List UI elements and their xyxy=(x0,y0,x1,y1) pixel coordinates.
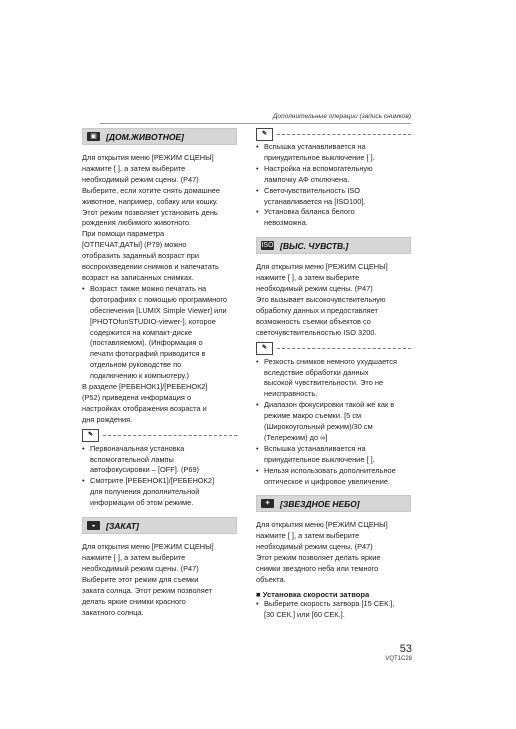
highsens-note-3: • Вспышка устанавливается на принудительное выключение [ ]. xyxy=(256,444,411,466)
note-header xyxy=(256,128,411,140)
header-rule xyxy=(100,123,411,124)
section-title-sunset: [ЗАКАТ] xyxy=(106,520,139,531)
high-sensitivity-scene-icon: ISO xyxy=(261,242,274,250)
section-header-sunset xyxy=(82,517,237,534)
pet-bullet: • Возраст также можно печатать на фотографиях с помощью программного обеспечения [LUMIX Simple Viewer] или [PHOTOfunSTUDIO-viewer-], которое содержится на компакт-диске (поставляемом). (Информация о печати фотографий приводится в отдельном руководстве по подключению к компьютеру.) xyxy=(82,284,237,382)
page-number: 53 xyxy=(399,643,412,655)
sunset-paragraph: Для открытия меню [РЕЖИМ СЦЕНЫ] нажмите [ ], а затем выберите необходимый режим сцены. (P47) Выберите этот режим для съемки заката солнца. Этот режим позволяет делать яркие снимки красного закатного солнца. xyxy=(82,542,214,617)
running-head: Дополнительные операции (запись снимков) xyxy=(272,113,411,120)
note-icon: ✎ xyxy=(256,128,273,141)
pet-paragraph: Для открытия меню [РЕЖИМ СЦЕНЫ] нажмите [ ], а затем выберите необходимый режим сцены. (P47) Выберите, если хотите снять домашнее животное, например, собаку или кошку. Этот режим позволяет установить день рождения любимого животного. При помощи параметра [ОТПЕЧАТ.ДАТЫ] (P79) можно отобразить заданный возраст при воспроизведении снимков и напечатать возраст на записанных снимках. xyxy=(82,153,221,282)
right-column xyxy=(256,128,411,621)
note-icon: ✎ xyxy=(82,429,99,442)
note-icon: ✎ xyxy=(256,342,273,355)
section-header-highsens xyxy=(256,237,411,254)
left-column xyxy=(82,128,237,618)
sunset-scene-icon: ◒ xyxy=(87,521,100,530)
highsens-note-4: • Нельзя использовать дополнительное оптическое и цифровое увеличение. xyxy=(256,466,411,488)
top-note-3: • Светочувствительность ISO устанавливается на [ISO100]. xyxy=(256,186,411,208)
highsens-note-1: • Резкость снимков немного ухудшается вследствие обработки данных высокой чувствительности. Это не неисправность. xyxy=(256,357,411,401)
top-note-2: • Настройка на вспомогательную лампочку АФ отключена. xyxy=(256,164,411,186)
note-divider xyxy=(103,435,237,436)
starry-paragraph: Для открытия меню [РЕЖИМ СЦЕНЫ] нажмите [ ], а затем выберите необходимый режим сцены. (P47) Этот режим позволяет делать яркие снимки звездного неба или темного объекта. xyxy=(256,520,388,584)
section-header-starry xyxy=(256,495,411,512)
pet-tail-paragraph: В разделе [РЕБЕНОК1]/[РЕБЕНОК2] (P52) приведена информация о настройках отображения возраста и дня рождения. xyxy=(82,382,208,424)
note-divider xyxy=(277,134,411,135)
highsens-paragraph: Для открытия меню [РЕЖИМ СЦЕНЫ] нажмите [ ], а затем выберите необходимый режим сцены. (P47) Это вызывает высокочувствительную обработку данных и предоставляет возможность съемки объектов со светочувствительностью ISO 3200. xyxy=(256,262,388,337)
section-title-starry: [ЗВЕЗДНОЕ НЕБО] xyxy=(280,498,360,509)
highsens-note-2: • Диапазон фокусировки такой же как в режиме макро съемки. [5 см (Широкоугольный режим)/30 см (Телережим) до ∞] xyxy=(256,400,411,444)
shutter-speed-heading: ■ Установка скорости затвора xyxy=(256,589,370,599)
top-note-4: • Установка баланса белого невозможна. xyxy=(256,207,411,229)
starry-sky-scene-icon: ✦ xyxy=(261,499,274,508)
pet-scene-icon: ▣ xyxy=(87,132,100,141)
section-header-pet xyxy=(82,128,237,145)
top-note-1: • Вспышка устанавливается на принудительное выключение [ ]. xyxy=(256,142,411,164)
section-title-pet: [ДОМ.ЖИВОТНОЕ] xyxy=(106,131,184,142)
section-title-highsens: [ВЫС. ЧУВСТВ.] xyxy=(280,240,349,251)
shutter-speed-bullet: • Выберите скорость затвора [15 СЕК.], [30 СЕК.] или [60 СЕК.]. xyxy=(256,599,411,621)
pet-note-2: • Смотрите [РЕБЕНОК1]/[РЕБЕНОК2] для получения дополнительной информации об этом режиме. xyxy=(82,476,237,509)
note-header xyxy=(82,430,237,442)
note-divider xyxy=(277,348,411,349)
pet-note-1: • Первоначальная установка вспомогательной лампы автофокусировки – [OFF]. (P69) xyxy=(82,444,237,477)
note-header xyxy=(256,343,411,355)
document-code: VQT1C28 xyxy=(385,656,412,662)
